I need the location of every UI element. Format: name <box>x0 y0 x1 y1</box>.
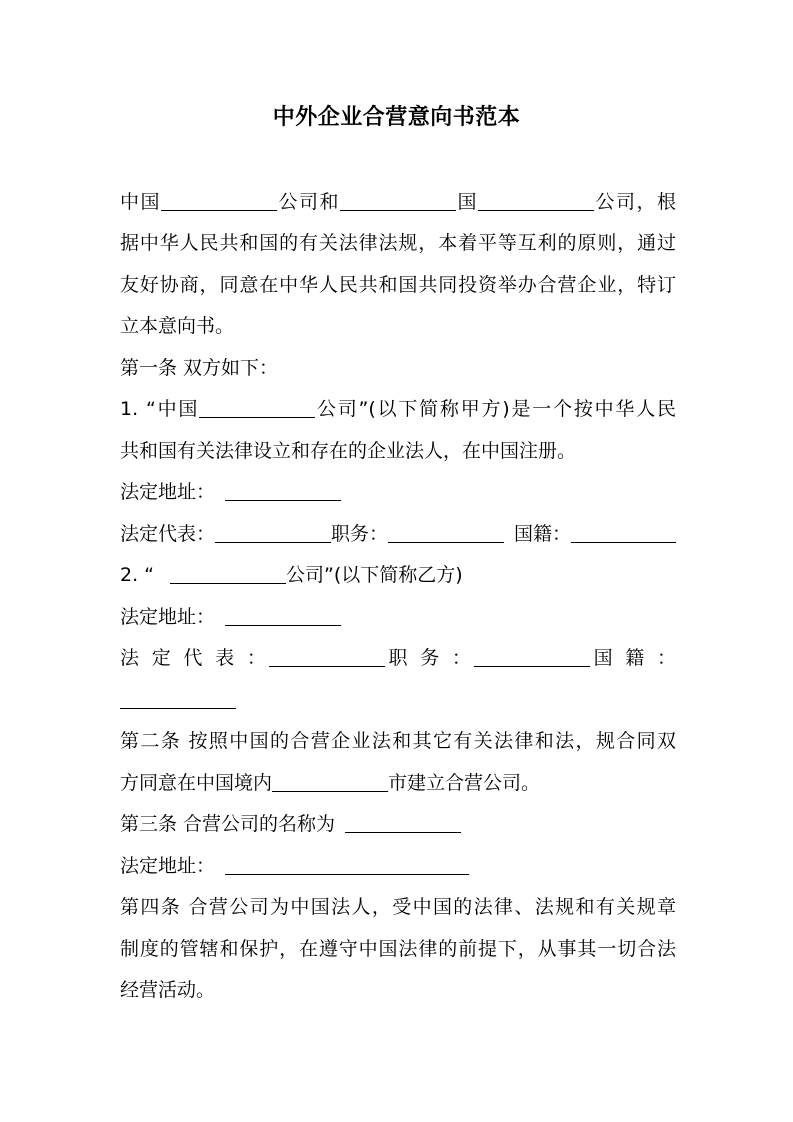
blank-field <box>340 192 456 211</box>
intro-line-4: 立本意向书。 <box>120 315 235 337</box>
blank-field <box>478 192 594 211</box>
article-1-party-a-line-2: 共和国有关法律设立和存在的企业法人，在中国注册。 <box>120 440 577 462</box>
article-3-line-1: 第三条 合营公司的名称为 <box>120 811 676 837</box>
party-a-address: 法定地址： <box>120 479 676 505</box>
blank-field <box>161 192 277 211</box>
article-1-party-b-line-1: 2. “ 公司”(以下简称乙方) <box>120 564 463 586</box>
article-4-line-3: 经营活动。 <box>120 979 216 1001</box>
party-b-address: 法定地址： <box>120 604 676 630</box>
blank-field <box>215 524 331 543</box>
blank-field <box>225 856 469 875</box>
blank-field <box>272 773 388 792</box>
blank-field <box>170 565 286 584</box>
blank-field <box>199 399 315 418</box>
article-2-line-2: 方同意在中国境内 市建立合营公司。 <box>120 772 541 794</box>
blank-field <box>269 648 385 667</box>
intro-line-1: 中国 公司和 国 公司，根 <box>120 191 676 213</box>
article-1-heading: 第一条 双方如下： <box>120 357 279 379</box>
party-b-representative: 法 定 代 表 ： 职 务 ： 国 籍 ： <box>120 647 676 669</box>
intro-line-2: 据中华人民共和国的有关法律法规，本着平等互利的原则，通过 <box>120 232 676 254</box>
blank-field <box>474 648 590 667</box>
article-4-line-1: 第四条 合营公司为中国法人，受中国的法律、法规和有关规章 <box>120 896 676 918</box>
joint-venture-address: 法定地址： <box>120 853 676 879</box>
blank-field <box>120 690 236 709</box>
party-b-nationality-blank <box>120 687 676 713</box>
blank-field <box>345 814 461 833</box>
blank-field <box>388 524 504 543</box>
blank-field <box>225 482 341 501</box>
document-title: 中外企业合营意向书范本 <box>272 105 521 130</box>
blank-field <box>571 524 676 543</box>
party-a-representative: 法定代表： 职务： 国籍： <box>120 521 676 547</box>
article-4-line-2: 制度的管辖和保护，在遵守中国法律的前提下，从事其一切合法 <box>120 938 676 960</box>
article-1-party-a-line-1: 1. “中国 公司”(以下简称甲方)是一个按中华人民 <box>120 398 676 420</box>
intro-line-3: 友好协商，同意在中华人民共和国共同投资举办合营企业，特订 <box>120 274 676 296</box>
blank-field <box>225 607 341 626</box>
article-2-line-1: 第二条 按照中国的合营企业法和其它有关法律和法，规合同双 <box>120 730 676 752</box>
